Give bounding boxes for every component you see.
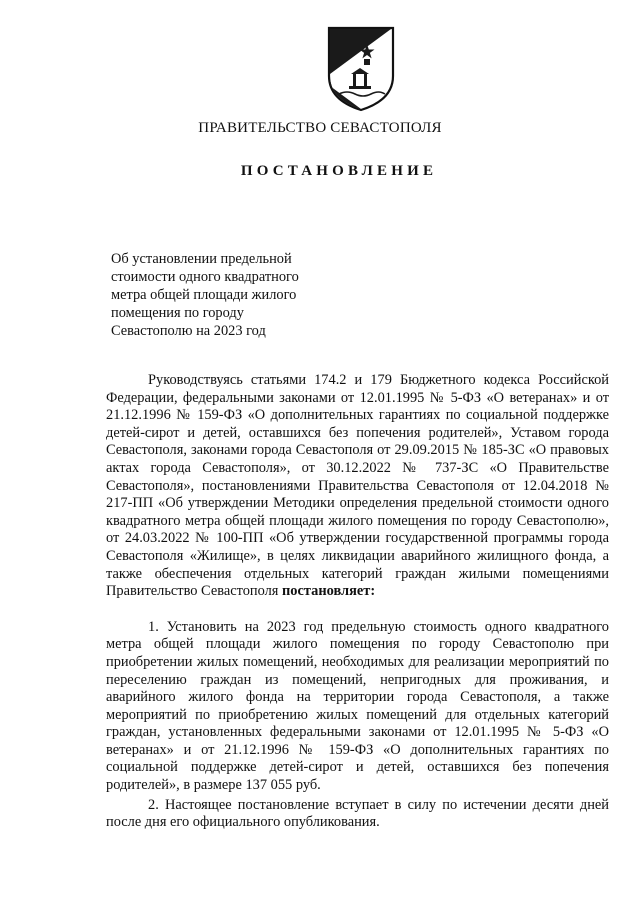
subject-line: метра общей площади жилого — [111, 287, 297, 303]
subject-line: стоимости одного квадратного — [111, 269, 299, 285]
subject-line: Севастополю на 2023 год — [111, 323, 266, 339]
subject-line: Об установлении предельной — [111, 251, 292, 267]
government-title: ПРАВИТЕЛЬСТВО СЕВАСТОПОЛЯ — [198, 120, 442, 136]
subject-line: помещения по городу — [111, 305, 244, 321]
document-subject — [111, 250, 351, 340]
coat-of-arms-icon — [327, 24, 395, 112]
document-type: ПОСТАНОВЛЕНИЕ — [240, 163, 438, 179]
preamble-text: Руководствуясь статьями 174.2 и 179 Бюджетного кодекса Российской Федерации, федеральными законами от 12.01.1995 № 5-ФЗ «О ветеранах» и от 21.12.1996 № 159-ФЗ «О дополнительных гарантиях по социальной поддержке детей-сирот и детей, оставшихся без попечения родителей», Уставом города Севастополя, законами города Севастополя от 29.09.2015 № 185-ЗС «О правовых актах города Севастополя», от 30.12.2022 № 737-ЗС «О Правительстве Севастополя», постановлениями Правительства Севастополя от 12.04.2018 № 217-ПП «Об утверждении Методики определения предельной стоимости одного квадратного метра общей площади жилого помещения по городу Севастополю», от 24.03.2022 № 100-ПП «Об утверждении государственной программы города Севастополя «Жилище», в целях ликвидации аварийного жилищного фонда, а также обеспечения отдельных категорий граждан жилыми помещениями Правительство Севастополя — [106, 372, 609, 600]
preamble-paragraph — [106, 372, 609, 601]
clause-2: 2. Настоящее постановление вступает в силу по истечении десяти дней после дня его официального опубликования. — [106, 796, 609, 831]
resolves-word: постановляет: — [282, 583, 376, 600]
clause-1: 1. Установить на 2023 год предельную стоимость одного квадратного метра общей площади жилого помещения по городу Севастополю при приобретении жилых помещений, необходимых для реализации мероприятий по переселению граждан из помещений, непригодных для проживания, и аварийного жилого фонда на территории города Севастополя, а также мероприятий по приобретению жилых помещений для отдельных категорий граждан, установленных федеральными законами от 12.01.1995 № 5-ФЗ «О ветеранах» и от 21.12.1996 № 159-ФЗ «О дополнительных гарантиях по социальной поддержке детей-сирот и детей, оставшихся без попечения родителей», в размере 137 055 руб. — [106, 618, 609, 794]
document-body — [106, 372, 609, 832]
